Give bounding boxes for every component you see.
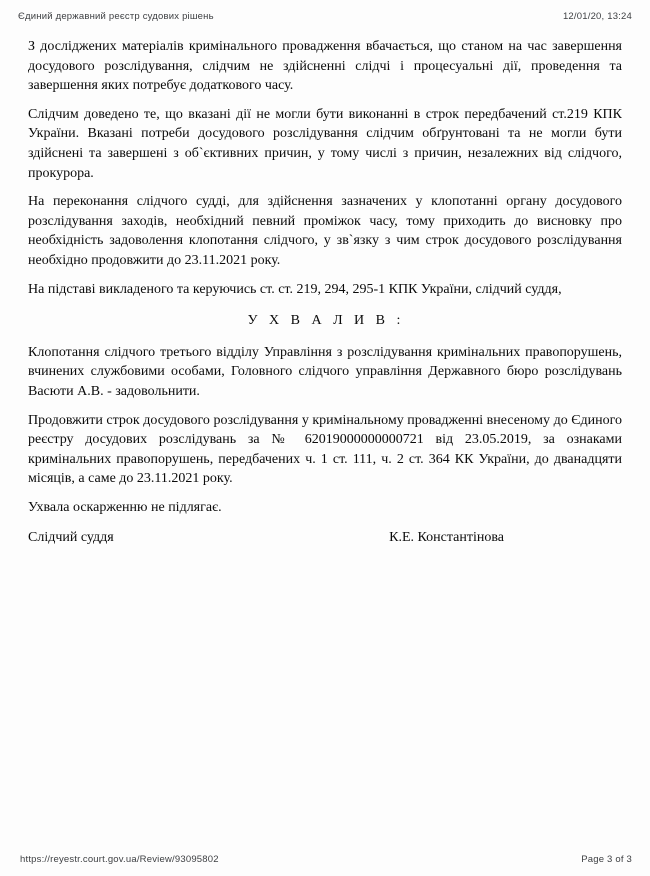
resolution-paragraph: Продовжити строк досудового розслідування у кримінальному провадженні внесеному до Єдиного реєстру досудових розслідувань за № 62019000000000721 від 23.05.2019, за ознаками кримінальних правопорушень, передбачених ч. 1 ст. 111, ч. 2 ст. 364 КК України, до дванадцяти місяців, а саме до 23.11.2021 року. (28, 412, 622, 487)
signature-row (28, 528, 622, 548)
ruling-paragraph: На підставі викладеного та керуючись ст. ст. 219, 294, 295-1 КПК України, слідчий суддя, (28, 281, 562, 297)
print-datetime: 12/01/20, 13:24 (562, 11, 632, 22)
resolution-paragraph: Ухвала оскарженню не підлягає. (28, 499, 222, 515)
document-url: https://reyestr.court.gov.ua/Review/93095802 (20, 854, 219, 865)
ruling-paragraph: Слідчим доведено те, що вказані дії не могли бути виконанні в строк передбачений ст.219 КПК України. Вказані потреби досудового розслідування слідчим обґрунтовані та не могли бути здійснені та завершені з об`єктивних причин, у тому числі з причин, незалежних від слідчого, прокурора. (28, 106, 622, 181)
print-header (18, 11, 632, 22)
ruling-paragraph: На переконання слідчого судді, для здійснення зазначених у клопотанні органу досудового розслідування заходів, необхідний певний проміжок часу, тому приходить до висновку про необхідність задоволення клопотання слідчого, у зв`язку з чим строк досудового розслідування необхідно продовжити до 23.11.2021 року. (28, 194, 622, 268)
court-ruling-text (28, 37, 622, 548)
judge-role: Слідчий суддя (28, 530, 114, 546)
print-footer (20, 854, 632, 865)
resolution-paragraph: Клопотання слідчого третього відділу Управління з розслідування кримінальних правопорушень, вчинених службовими особами, Головного слідчого управління Державного бюро розслідувань Васюти А.В. - задовольнити. (28, 344, 622, 399)
ruling-paragraph: З досліджених матеріалів кримінального провадження вбачається, що станом на час завершення досудового розслідування, слідчим не здійсненні слідчі і процесуальні дії, проведення та завершення яких потребує додаткового часу. (28, 39, 622, 94)
judge-name: К.Е. Константінова (389, 530, 504, 546)
registry-title: Єдиний державний реєстр судових рішень (18, 11, 214, 22)
resolution-heading: У Х В А Л И В : (247, 313, 403, 329)
page-indicator: Page 3 of 3 (581, 854, 632, 865)
